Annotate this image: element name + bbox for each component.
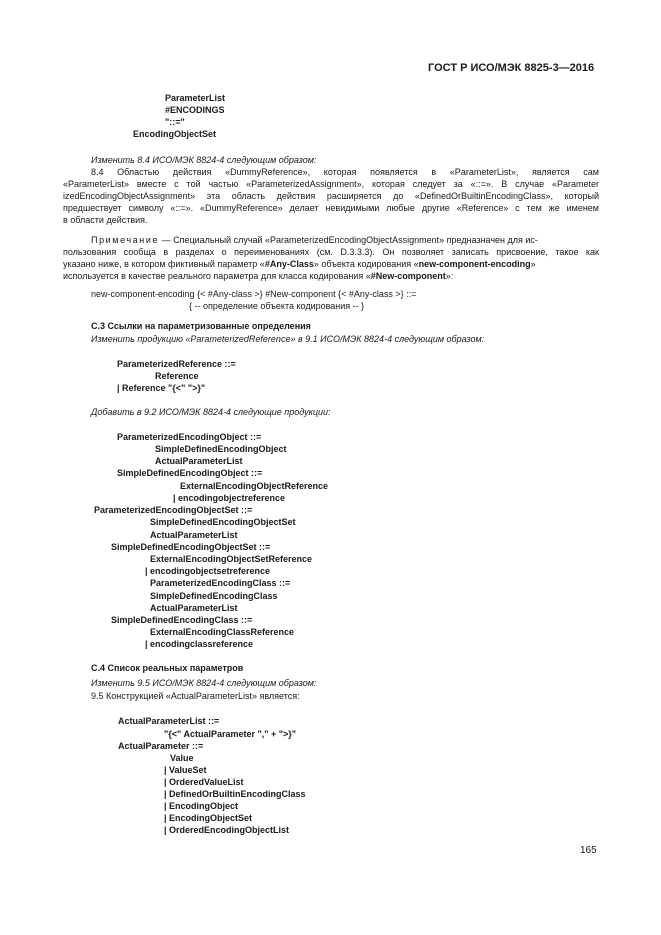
note-text: » <box>530 259 536 269</box>
code-line: ActualParameterList <box>155 456 243 466</box>
code-line: SimpleDefinedEncodingClass <box>150 591 278 601</box>
code-line: SimpleDefinedEncodingObjectSet ::= <box>111 542 271 552</box>
note-line-3 <box>63 258 536 270</box>
instruction-9-2: Добавить в 9.2 ИСО/МЭК 8824-4 следующие продукции: <box>91 407 331 417</box>
code-line: ActualParameter ::= <box>118 741 204 751</box>
code-line: ParameterizedReference ::= <box>117 359 236 369</box>
note-bold-term: #Any-Class <box>264 259 314 269</box>
paragraph-line: 8.4 Областью действия «DummyReference», которая появляется в «ParameterList», является сам <box>91 167 599 177</box>
paragraph-line: 9.5 Конструкцией «ActualParameterList» является: <box>91 691 300 701</box>
code-line: ParameterList <box>165 93 226 103</box>
paragraph-line: предшествует символу «::=». «DummyReference» делает невидимыми любые другие «Reference» с тем же именем <box>63 203 599 213</box>
code-line: | EncodingObjectSet <box>164 813 253 823</box>
page-number: 165 <box>580 845 597 856</box>
code-line: | encodingclassreference <box>145 639 254 649</box>
note-line-1 <box>91 234 538 246</box>
code-line: Reference <box>155 371 199 381</box>
note-text: » объекта кодирования « <box>313 259 419 269</box>
page-header-standard: ГОСТ Р ИСО/МЭК 8825-3—2016 <box>428 62 595 74</box>
code-line: | OrderedEncodingObjectList <box>164 825 290 835</box>
instruction-c3: Изменить продукцию «ParameterizedReference» в 9.1 ИСО/МЭК 8824-4 следующим образом: <box>91 334 485 344</box>
code-line: #ENCODINGS <box>165 105 225 115</box>
note-text: указано ниже, в котором фиктивный параметр « <box>63 259 265 269</box>
code-line: ParameterizedEncodingObject ::= <box>117 432 262 442</box>
section-heading-c4: С.4 Список реальных параметров <box>91 663 244 673</box>
code-line: | Reference "{<" ">}" <box>117 383 206 393</box>
instruction-8-4: Изменить 8.4 ИСО/МЭК 8824-4 следующим образом: <box>91 155 317 165</box>
code-line: | DefinedOrBuiltinEncodingClass <box>164 789 306 799</box>
code-line: "::=" <box>165 117 185 127</box>
paragraph-line: izedEncodingObjectAssignment» эта область действия расширяется до «DefinedOrBuiltinEncodingClass», который <box>63 191 599 201</box>
code-line: | encodingobjectreference <box>173 493 286 503</box>
note-line-4 <box>63 270 453 282</box>
code-line: ParameterizedEncodingObjectSet ::= <box>94 505 253 515</box>
note-text: используется в качестве реального параметра для класса кодирования « <box>63 271 371 281</box>
code-line: SimpleDefinedEncodingObject <box>155 444 287 454</box>
code-line: | EncodingObject <box>164 801 239 811</box>
section-heading-c3: С.3 Ссылки на параметризованные определения <box>91 321 311 331</box>
code-line: SimpleDefinedEncodingObjectSet <box>150 517 296 527</box>
code-line: "{<" ActualParameter "," + ">}" <box>164 729 297 739</box>
code-line: Value <box>170 753 194 763</box>
code-line: | encodingobjectsetreference <box>145 566 271 576</box>
code-line: SimpleDefinedEncodingObject ::= <box>117 468 263 478</box>
paragraph-line: «ParameterList» вместе с той частью «ParameterizedAssignment», которая следует за «::=». В случае «Parameter <box>63 179 599 189</box>
code-line: ActualParameterList <box>150 530 238 540</box>
code-line: | ValueSet <box>164 765 207 775</box>
code-line: | OrderedValueList <box>164 777 244 787</box>
code-line: EncodingObjectSet <box>133 129 217 139</box>
instruction-c4: Изменить 9.5 ИСО/МЭК 8824-4 следующим образом: <box>91 678 317 688</box>
code-line: ExternalEncodingObjectReference <box>180 481 329 491</box>
note-text: »: <box>445 271 454 281</box>
note-bold-term: new-component-encoding <box>418 259 531 269</box>
paragraph-line: в области действия. <box>63 215 148 225</box>
code-line: ActualParameterList <box>150 603 238 613</box>
note-bold-term: #New-component <box>370 271 446 281</box>
example-line: new-component-encoding {< #Any-class >} #New-component {< #Any-class >} ::= <box>91 289 417 299</box>
note-text: — Специальный случай «ParameterizedEncodingObjectAssignment» предназначен для ис- <box>159 235 538 245</box>
code-line: SimpleDefinedEncodingClass ::= <box>111 615 253 625</box>
code-line: ExternalEncodingObjectSetReference <box>150 554 313 564</box>
code-line: ActualParameterList ::= <box>118 716 220 726</box>
example-line: { -- определение объекта кодирования -- } <box>189 301 365 311</box>
note-label: Примечание <box>91 235 160 245</box>
code-line: ParameterizedEncodingClass ::= <box>150 578 291 588</box>
code-line: ExternalEncodingClassReference <box>150 627 295 637</box>
note-line-2: пользования сообща в разделах о переименованиях (см. D.3.3.3). Он позволяет записать присвоение, такое как <box>63 247 599 257</box>
